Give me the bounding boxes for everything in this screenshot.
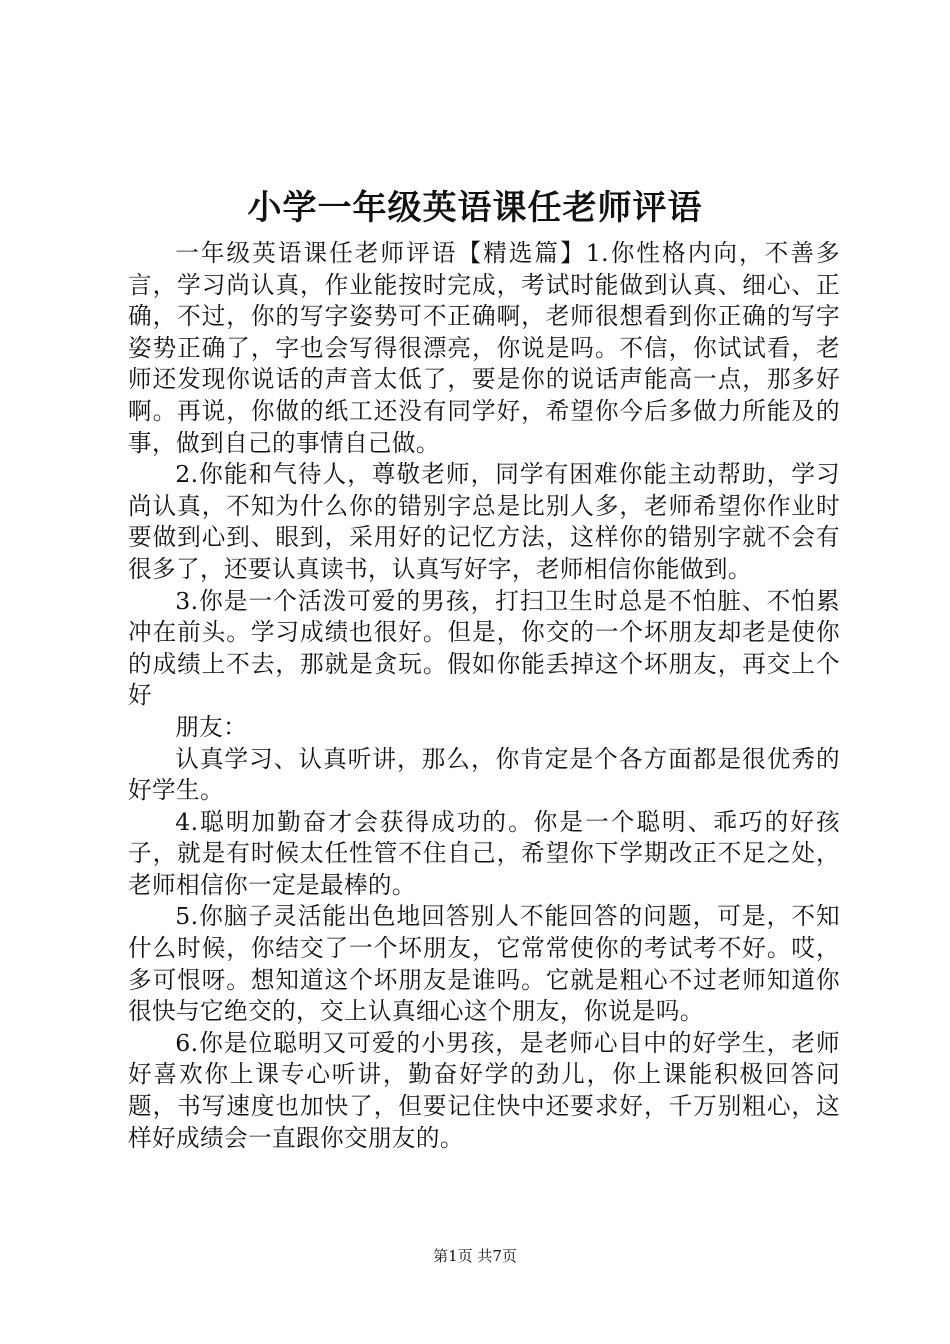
document-body [128, 238, 840, 1154]
paragraph-item-3-continued: 朋友： [175, 712, 248, 741]
paragraph-item-2: 2.你能和气待人，尊敬老师，同学有困难你能主动帮助，学习尚认真，不知为什么你的错别字总是比别人多，老师希望你作业时要做到心到、眼到，采用好的记忆方法，这样你的错别字就不会有很多了，还要认真读书，认真写好字，老师相信你能做到。 [128, 460, 840, 583]
paragraph-item-4: 4.聪明加勤奋才会获得成功的。你是一个聪明、乖巧的好孩子，就是有时候太任性管不住自己，希望你下学期改正不足之处，老师相信你一定是最棒的。 [128, 807, 840, 899]
document-title: 小学一年级英语课任老师评语 [247, 188, 703, 228]
paragraph-intro-item-1: 一年级英语课任老师评语【精选篇】1.你性格内向，不善多言，学习尚认真，作业能按时完成，考试时能做到认真、细心、正确，不过，你的写字姿势可不正确啊，老师很想看到你正确的写字姿势正确了，字也会写得很漂亮，你说是吗。不信，你试试看，老师还发现你说话的声音太低了，要是你的说话声能高一点，那多好啊。再说，你做的纸工还没有同学好，希望你今后多做力所能及的事，做到自己的事情自己做。 [128, 239, 840, 457]
paragraph-item-5: 5.你脑子灵活能出色地回答别人不能回答的问题，可是，不知什么时候，你结交了一个坏朋友，它常常使你的考试考不好。哎，多可恨呀。想知道这个坏朋友是谁吗。它就是粗心不过老师知道你很快与它绝交的，交上认真细心这个朋友，你说是吗。 [128, 902, 840, 1026]
paragraph-item-3: 3.你是一个活泼可爱的男孩，打扫卫生时总是不怕脏、不怕累冲在前头。学习成绩也很好。但是，你交的一个坏朋友却老是使你的成绩上不去，那就是贪玩。假如你能丢掉这个坏朋友，再交上个好 [128, 586, 840, 710]
page-number-footer: 第1页 共7页 [433, 1247, 517, 1265]
paragraph-item-3-conclusion: 认真学习、认真听讲，那么，你肯定是个各方面都是很优秀的好学生。 [128, 744, 840, 805]
paragraph-item-6: 6.你是位聪明又可爱的小男孩，是老师心目中的好学生，老师好喜欢你上课专心听讲，勤奋好学的劲儿，你上课能积极回答问题，书写速度也加快了，但要记住快中还要求好，千万别粗心，这样好成绩会一直跟你交朋友的。 [128, 1028, 840, 1152]
